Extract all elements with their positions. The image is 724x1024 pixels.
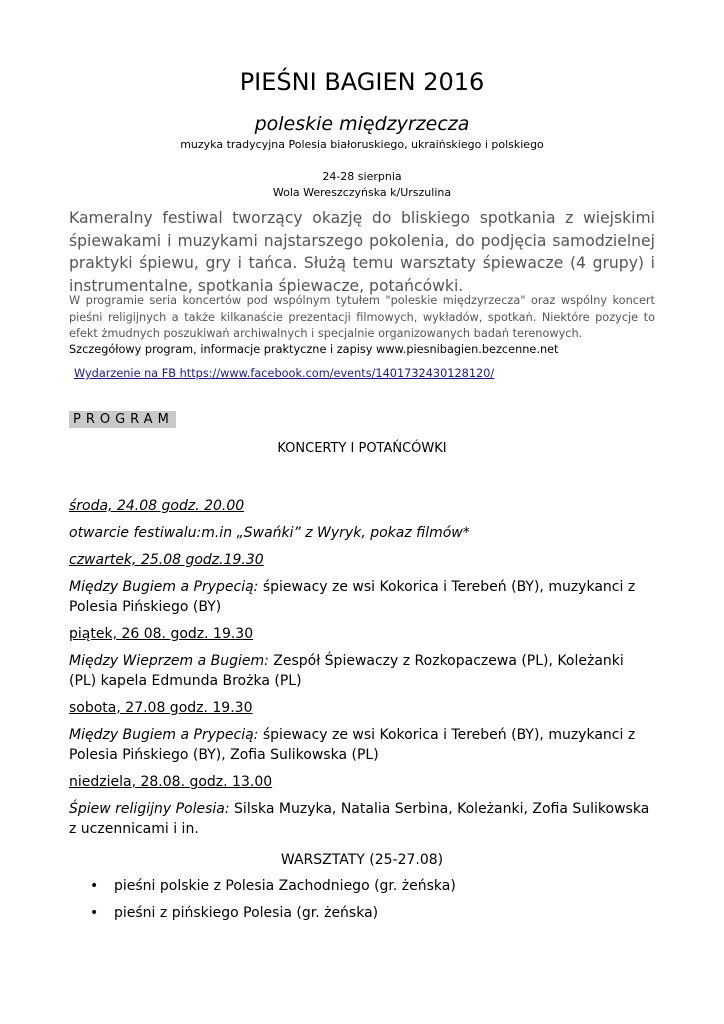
bullet-icon: • [90,878,99,894]
workshop-item-2: pieśni z pińskiego Polesia (gr. żeńska) [114,905,379,921]
concert-schedule [69,496,655,846]
intro-paragraph: Kameralny festiwal tworzący okazję do bliskiego spotkania z wiejskimi śpiewakami i muzykami najstarszego pokolenia, do podjęcia samodzielnej praktyki śpiewu, gry i tańca. Służą temu warsztaty śpiewacze (4 grupy) i instrumentalne, spotkania śpiewacze, potańcówki. [69,209,655,295]
schedule-event-4-text: śpiewacy ze wsi Kokorica i Terebeń (BY), muzykanci z Polesia Pińskiego (BY), Zofia Sulikowska (PL) [69,727,636,763]
schedule-event-3-title: Między Wieprzem a Bugiem: [69,653,269,669]
schedule-event-2-title: Między Bugiem a Prypecią: [69,579,259,595]
subtitle: poleskie międzyrzecza [254,113,470,135]
workshop-item-1: pieśni polskie z Polesia Zachodniego (gr. żeńska) [114,878,456,894]
program-label: PROGRAM [69,411,176,428]
workshops-heading: WARSZTATY (25-27.08) [280,852,444,868]
schedule-event-2-text: śpiewacy ze wsi Kokorica i Terebeń (BY), muzykanci z Polesia Pińskiego (BY) [69,579,636,615]
schedule-event-3 [69,651,655,691]
schedule-event-2 [69,577,655,617]
schedule-event-5 [69,799,655,839]
schedule-event-4-title: Między Bugiem a Prypecią: [69,727,259,743]
list-item [88,905,648,932]
schedule-event-1-text: otwarcie festiwalu:m.in „Swańki” z Wyryk, pokaz filmów* [69,525,470,541]
bullet-icon: • [90,905,99,921]
schedule-date-5: niedziela, 28.08. godz. 13.00 [69,774,273,790]
schedule-event-1 [69,523,655,543]
schedule-event-3-text: Zespół Śpiewaczy z Rozkopaczewa (PL), Koleżanki (PL) kapela Edmunda Brożka (PL) [69,653,624,689]
facebook-event-link[interactable]: Wydarzenie na FB https://www.facebook.com/events/1401732430128120/ [74,367,495,380]
schedule-date-4: sobota, 27.08 godz. 19.30 [69,700,253,716]
schedule-date-3: piątek, 26 08. godz. 19.30 [69,626,254,642]
festival-dates: 24-28 sierpnia [322,170,402,183]
workshops-list [88,878,648,932]
concerts-heading: KONCERTY I POTAŃCÓWKI [277,441,447,456]
details-line: Szczegółowy program, informacje praktyczne i zapisy www.piesnibagien.bezcenne.net [69,343,559,356]
schedule-event-5-text: Silska Muzyka, Natalia Serbina, Koleżanki, Zofia Sulikowska z uczennicami i in. [69,801,650,837]
festival-place: Wola Wereszczyńska k/Urszulina [272,186,452,199]
program-note: W programie seria koncertów pod wspólnym tytułem "poleskie międzyrzecza" oraz wspólny koncert pieśni religijnych a także kilkanaście prezentacji filmowych, wykładów, spotkań. Niektóre pozycje to efekt żmudnych poszukiwań archiwalnych i specjalnie organizowanych badań terenowych. [69,294,655,340]
schedule-event-4 [69,725,655,765]
schedule-date-2: czwartek, 25.08 godz.19.30 [69,552,264,568]
schedule-date-1: środa, 24.08 godz. 20.00 [69,498,245,514]
page-title: PIEŚNI BAGIEN 2016 [239,68,485,96]
tagline: muzyka tradycyjna Polesia białoruskiego, ukraińskiego i polskiego [180,138,544,151]
schedule-event-5-title: Śpiew religijny Polesia: [69,801,230,817]
list-item [88,878,648,905]
